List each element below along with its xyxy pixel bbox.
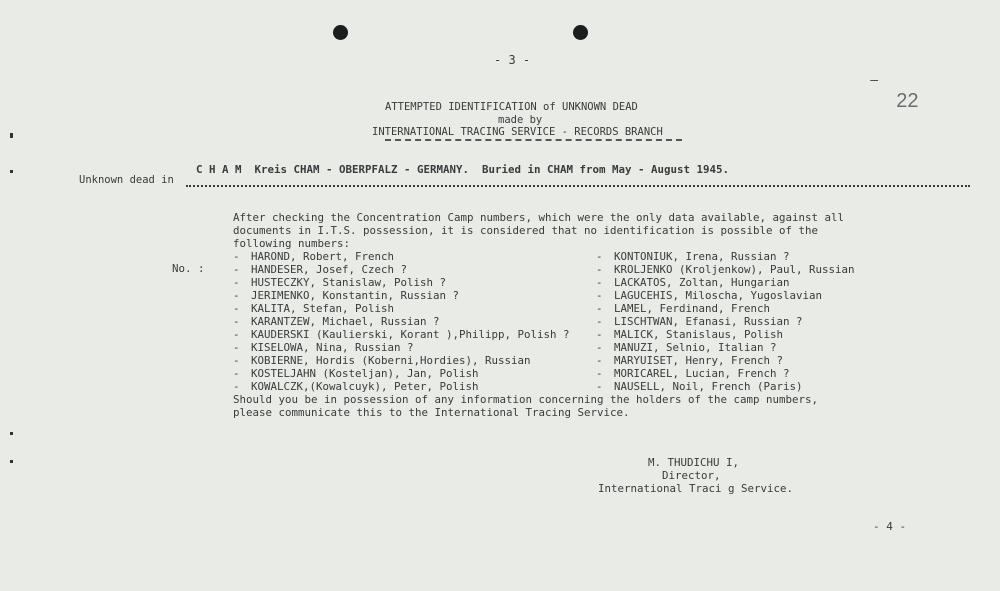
list-dash: - <box>233 315 240 328</box>
header-title: ATTEMPTED IDENTIFICATION of UNKNOWN DEAD <box>385 101 638 113</box>
name-entry-text: KISELOWA, Nina, Russian ? <box>251 341 414 354</box>
name-entry <box>233 367 570 380</box>
name-entry-text: HAROND, Robert, French <box>251 250 395 263</box>
name-entry <box>233 341 570 354</box>
margin-mark <box>10 170 13 173</box>
name-entry <box>596 341 855 354</box>
list-dash: - <box>596 276 603 289</box>
intro-line-2: documents in I.T.S. possession, it is considered that no identification is possible of the <box>233 224 819 237</box>
name-entry <box>233 302 570 315</box>
header-made-by: made by <box>498 114 543 126</box>
list-dash: - <box>596 367 603 380</box>
name-entry-text: HUSTECZKY, Stanislaw, Polish ? <box>251 276 447 289</box>
list-dash: - <box>233 250 240 263</box>
next-page-marker: - 4 - <box>873 520 907 533</box>
intro-line-3: following numbers: <box>233 237 351 250</box>
punch-hole-left <box>333 25 348 40</box>
name-entry-text: LAMEL, Ferdinand, French <box>614 302 771 315</box>
closing-line-2: please communicate this to the International Tracing Service. <box>233 406 630 419</box>
name-entry-text: LAGUCEHIS, Miloscha, Yugoslavian <box>614 289 823 302</box>
list-dash: - <box>596 263 603 276</box>
name-entry-text: MALICK, Stanislaus, Polish <box>614 328 784 341</box>
name-entry <box>233 380 570 393</box>
name-entry <box>233 354 570 367</box>
name-entry-text: KOBIERNE, Hordis (Koberni,Hordies), Russian <box>251 354 531 367</box>
header-organization: INTERNATIONAL TRACING SERVICE - RECORDS BRANCH <box>372 126 663 138</box>
name-entry <box>596 328 855 341</box>
name-entry <box>596 250 855 263</box>
document-number-value: 22 <box>896 90 919 112</box>
name-entry <box>596 354 855 367</box>
name-entry-text: NAUSELL, Noil, French (Paris) <box>614 380 803 393</box>
names-list-right <box>596 250 855 393</box>
name-entry <box>596 302 855 315</box>
name-entry <box>233 315 570 328</box>
unknown-dead-label: Unknown dead in <box>79 174 174 186</box>
list-dash: - <box>233 380 240 393</box>
number-label: No. : <box>172 262 205 275</box>
closing-line-1: Should you be in possession of any information concerning the holders of the camp numbers, <box>233 393 819 406</box>
margin-mark <box>10 460 13 463</box>
location-line: C H A M Kreis CHAM - OBERPFALZ - GERMANY. Buried in CHAM from May - August 1945. <box>196 163 730 176</box>
signature-title: Director, <box>662 469 721 482</box>
list-dash: - <box>233 367 240 380</box>
name-entry <box>596 263 855 276</box>
name-entry <box>596 315 855 328</box>
name-entry-text: KARANTZEW, Michael, Russian ? <box>251 315 440 328</box>
name-entry <box>596 367 855 380</box>
list-dash: - <box>596 328 603 341</box>
dash-mark: – <box>870 71 879 87</box>
name-entry-text: KALITA, Stefan, Polish <box>251 302 395 315</box>
name-entry-text: HANDESER, Josef, Czech ? <box>251 263 408 276</box>
intro-line-1: After checking the Concentration Camp numbers, which were the only data available, against all <box>233 211 845 224</box>
dotted-fill-line <box>186 180 970 187</box>
signature-name: M. THUDICHU I, <box>648 456 740 469</box>
list-dash: - <box>596 315 603 328</box>
name-entry <box>233 250 570 263</box>
document-number <box>848 44 918 136</box>
name-entry-text: KAUDERSKI (Kaulierski, Korant ),Philipp, Polish ? <box>251 328 570 341</box>
name-entry-text: KOSTELJAHN (Kosteljan), Jan, Polish <box>251 367 479 380</box>
list-dash: - <box>596 354 603 367</box>
names-list-left <box>233 250 570 393</box>
name-entry <box>596 289 855 302</box>
page-number: - 3 - <box>494 53 531 67</box>
name-entry-text: MORICAREL, Lucian, French ? <box>614 367 790 380</box>
name-entry-text: JERIMENKO, Konstantin, Russian ? <box>251 289 460 302</box>
list-dash: - <box>233 289 240 302</box>
signature-organization: International Traci g Service. <box>598 482 794 495</box>
name-entry-text: KOWALCZK,(Kowalcuyk), Peter, Polish <box>251 380 479 393</box>
list-dash: - <box>596 250 603 263</box>
name-entry <box>233 263 570 276</box>
list-dash: - <box>596 380 603 393</box>
list-dash: - <box>233 354 240 367</box>
margin-mark <box>10 133 13 138</box>
list-dash: - <box>233 263 240 276</box>
name-entry-text: MANUZI, Selnio, Italian ? <box>614 341 777 354</box>
list-dash: - <box>596 289 603 302</box>
name-entry <box>596 380 855 393</box>
name-entry-text: MARYUISET, Henry, French ? <box>614 354 784 367</box>
list-dash: - <box>596 302 603 315</box>
punch-hole-right <box>573 25 588 40</box>
list-dash: - <box>596 341 603 354</box>
name-entry-text: LISCHTWAN, Efanasi, Russian ? <box>614 315 803 328</box>
list-dash: - <box>233 302 240 315</box>
name-entry <box>233 328 570 341</box>
name-entry-text: KROLJENKO (Kroljenkow), Paul, Russian <box>614 263 855 276</box>
name-entry-text: LACKATOS, Zoltan, Hungarian <box>614 276 790 289</box>
margin-mark <box>10 432 13 435</box>
name-entry-text: KONTONIUK, Irena, Russian ? <box>614 250 790 263</box>
name-entry <box>233 289 570 302</box>
name-entry <box>596 276 855 289</box>
name-entry <box>233 276 570 289</box>
list-dash: - <box>233 276 240 289</box>
list-dash: - <box>233 328 240 341</box>
list-dash: - <box>233 341 240 354</box>
header-underline <box>385 139 682 141</box>
